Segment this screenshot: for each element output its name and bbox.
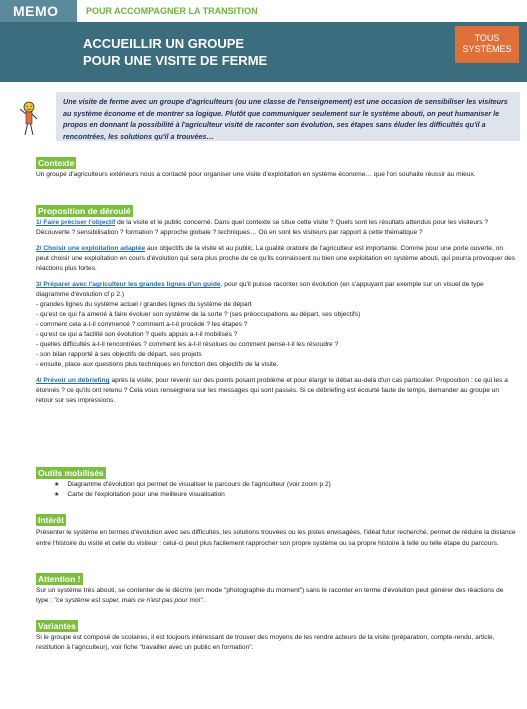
step-2-text: aux objectifs de la visite et au public. La qualité oratoire de l'agriculteur est importante. Comme pour une porte ouverte, on peut choisir une exploitation en cours d'évolution qui sera plus proche de ce qu'ils connaissent ou bien une exploitation en système abouti, qui pourra provoquer des réactions plus fortes. <box>36 245 516 272</box>
title-line-2: POUR UNE VISITE DE FERME <box>83 53 268 68</box>
title-line-1: ACCUEILLIR UN GROUPE <box>83 36 245 51</box>
attention-text <box>36 586 516 606</box>
badge-line-2: SYSTÈMES <box>462 44 512 54</box>
systems-badge <box>455 26 519 63</box>
intro-box: Une visite de ferme avec un groupe d'agriculteurs (ou une classe de l'enseignement) est une occasion de sensibiliser les visiteurs au système économe et de montrer sa logique. Plutôt que communiquer seulement sur le système abouti, on peut humaniser le propos en donnant la possibilité à l'agriculteur visité de raconter son évolution, ses étapes sans éluder les difficultés qu'il a rencontrées, les solutions qu'il a trouvées… <box>56 92 520 141</box>
variantes-text: Si le groupe est composé de scolaires, il est toujours intéressant de trouver des moyens de les rendre acteurs de la visite (préparation, compte-rendu, article, restitution à l'agriculteur), voir fiche "travailler avec un public en formation". <box>36 634 495 651</box>
character-icon <box>18 101 40 137</box>
step-3-text: , pour qu'il puisse raconter son évolution (en s'appuyant par exemple sur un visuel de type diagramme d'évolution cf p 2.) <box>36 281 484 298</box>
step-1 <box>36 218 516 238</box>
step-2-head: 2/ Choisir une exploitation adaptée <box>36 245 146 252</box>
contexte-title: Contexte <box>38 158 75 168</box>
step-3-line: - son bilan rapporté à ses objectifs de départ, ses projets <box>36 351 202 358</box>
step-3-head: 3/ Préparer avec l'agriculteur les grandes lignes d'un guide <box>36 281 221 288</box>
deroule-title: Proposition de déroulé <box>38 206 131 216</box>
outils-title: Outils mobilisés <box>38 468 104 478</box>
top-bar <box>0 0 527 22</box>
step-3 <box>36 280 516 300</box>
step-3-line: - ensuite, place aux questions plus techniques en fonction des objectifs de la visite. <box>36 361 279 368</box>
step-2 <box>36 244 516 274</box>
attention-text-b: . <box>202 597 205 604</box>
step-3-line: - qu'est ce qui l'a amené à faire évoluer son système de la sorte ? (ses préoccupations au départ, ses objectifs) <box>36 311 361 318</box>
interet-section <box>36 514 516 549</box>
step-4-head: 4/ Prévoir un débriefing <box>36 377 110 384</box>
list-item: ★ Diagramme d'évolution qui permet de visualiser le parcours de l'agriculteur (voir zoom p 2) <box>54 480 516 490</box>
attention-quote: "ce système est super, mais ce n'est pas pour moi" <box>53 597 203 604</box>
attention-section <box>36 573 516 606</box>
attention-text-a: Sur un système très abouti, se contenter de le décrire (en mode "photographie du moment") sans le raconter en terme d'évolution peut générer des réactions de type : <box>36 587 504 604</box>
header-banner <box>0 22 527 82</box>
step-3-line: - qu'est ce qui a facilité son évolution ? quels appuis a-t-il mobilisés ? <box>36 331 238 338</box>
list-item: ★ Carte de l'exploitation pour une meilleure visualisation <box>54 490 516 500</box>
step-4-text: après la visite, pour revenir sur des points posant problème et pour élargir le débat au-delà d'un cas particulier. Proposition : ce qui les a étonnés ? ce qu'ils ont retenu ? Cela vous renseignera sur les messages qui sont passés. Si ce débriefing est écourté faute de temps, demander au groupe un retour sur ses impressions. <box>36 377 508 404</box>
step-3-line: - grandes lignes du système actuel / grandes lignes du système de départ <box>36 301 252 308</box>
contexte-section <box>36 157 516 180</box>
memo-label: MEMO <box>0 0 77 22</box>
step-3-list <box>36 300 516 370</box>
step-4 <box>36 376 516 406</box>
variantes-title: Variantes <box>38 621 76 631</box>
step-1-head: 1/ Faire préciser l'objectif <box>36 219 116 226</box>
outils-section <box>36 467 516 500</box>
interet-text: Présenter le système en termes d'évolution avec ses difficultés, les solutions trouvées ou les pistes envisagées, l'idéal futur recherché, permet de réduire la distance entre l'histoire du visité et celle du visiteur : celui-ci peut plus facilement rapprocher son propre système ou sa propre histoire à telle ou telle étape du parcours. <box>36 529 516 547</box>
variantes-section <box>36 620 516 653</box>
step-3-line: - comment cela a-t-il commencé ? comment a-t-il procédé ? les étapes ? <box>36 321 248 328</box>
page-title <box>83 35 267 69</box>
badge-line-1: TOUS <box>474 33 500 43</box>
outils-list <box>36 480 516 500</box>
deroule-section <box>36 205 516 406</box>
tagline: POUR ACCOMPAGNER LA TRANSITION <box>86 6 258 16</box>
contexte-text: Un groupe d'agriculteurs extérieurs nous a contacté pour organiser une visite d'exploitation en système économe… que l'on souhaite réussir au mieux. <box>36 171 476 178</box>
attention-title: Attention ! <box>38 574 81 584</box>
step-3-line: - quelles difficultés a-t-il rencontrées ? comment les a-t-il résolues ou comment pense-t-il les résoudre ? <box>36 341 339 348</box>
interet-title: Intérêt <box>38 515 64 525</box>
step-1-text: de la visite et le public concerné. Dans quel contexte se situe cette visite ? Quels sont les résultats attendus pour les visiteurs ? Découverte ? sensibilisation ? formation ? approche globale ? techniques… Où en sont les visiteurs par rapport à cette thématique ? <box>36 219 489 236</box>
